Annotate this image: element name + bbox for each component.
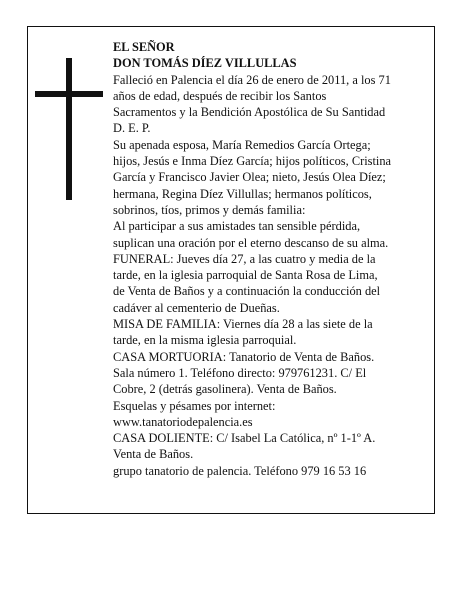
cross-icon: [35, 58, 103, 200]
title-line-1: EL SEÑOR: [113, 40, 175, 54]
deceased-name: DON TOMÁS DÍEZ VILLULLAS: [113, 56, 297, 71]
funeral-home-info: CASA MORTUORIA: Tanatorio de Venta de Baños. Sala número 1. Teléfono directo: 979761231. C/ El Cobre, 2 (detrás gasolinera). Venta de Baños.: [113, 349, 375, 397]
family-mass-info: MISA DE FAMILIA: Viernes día 28 a las siete de la tarde, en la misma iglesia parroquial.: [113, 317, 373, 348]
obituary-text: [113, 39, 423, 479]
cross-horizontal-bar: [35, 91, 103, 97]
cross-vertical-bar: [66, 58, 72, 200]
prayer-request: Al participar a sus amistades tan sensible pérdida, suplican una oración por el eterno descanso de su alma.: [113, 219, 389, 250]
funeral-group-contact: grupo tanatorio de palencia. Teléfono 979 16 53 16: [113, 463, 367, 478]
online-condolences: Esquelas y pésames por internet: www.tanatoriodepalencia.es: [113, 398, 276, 429]
family-list: Su apenada esposa, María Remedios García Ortega; hijos, Jesús e Inma Díez García; hijos políticos, Cristina García y Francisco Javier Olea; nieto, Jesús Olea Díez; hermana, Regina Díez Villullas; hermanos políticos, sobrinos, tíos, primos y demás familia:: [113, 137, 392, 217]
death-announcement: Falleció en Palencia el día 26 de enero de 2011, a los 71 años de edad, después de recibir los Santos Sacramentos y la Bendición Apostólica de Su Santidad D. E. P.: [113, 72, 391, 136]
funeral-info: FUNERAL: Jueves día 27, a las cuatro y media de la tarde, en la iglesia parroquial de Santa Rosa de Lima, de Venta de Baños y a continuación la conducción del cadáver al cementerio de Dueñas.: [113, 251, 381, 315]
family-home-address: CASA DOLIENTE: C/ Isabel La Católica, nº 1-1º A. Venta de Baños.: [113, 431, 376, 462]
